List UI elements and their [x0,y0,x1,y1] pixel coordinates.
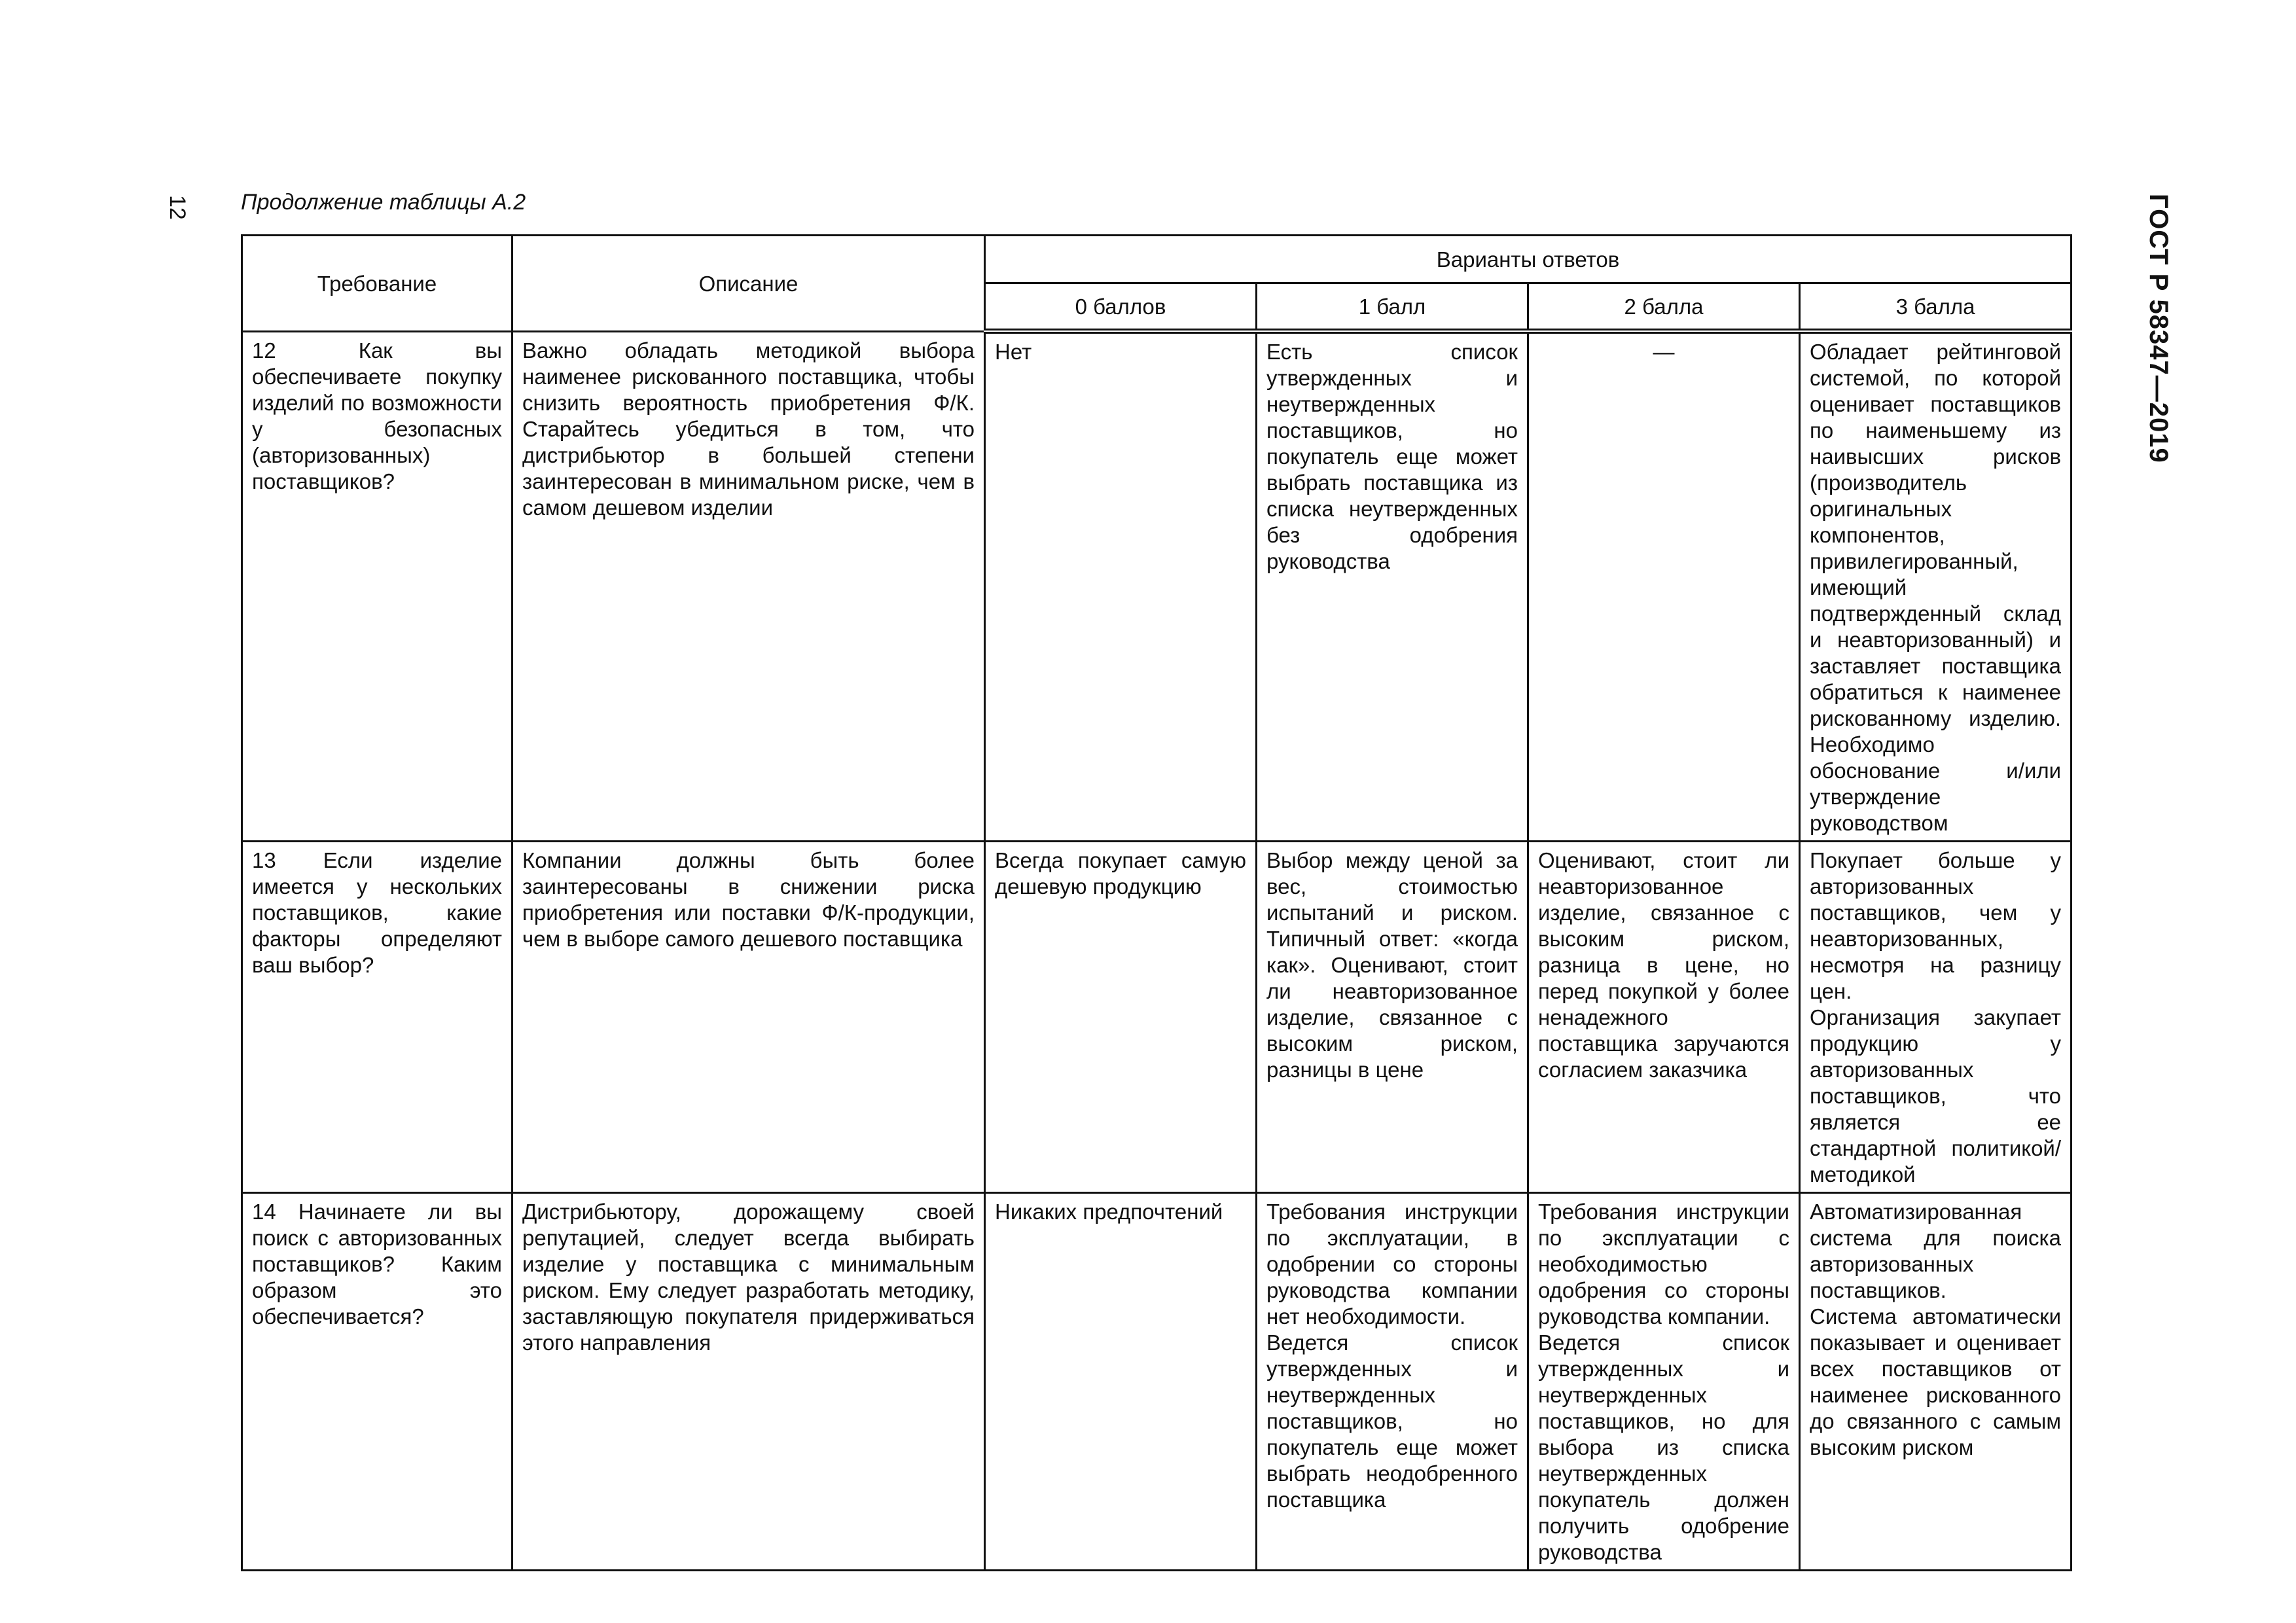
header-answer-options: Варианты ответов [985,236,2072,283]
cell-requirement: 14 Начинаете ли вы поиск с авторизованных поставщиков? Каким образом это обеспечивается? [242,1193,512,1571]
cell-paragraph: Автоматизированная система для поиска авторизованных поставщиков. [1810,1200,2062,1302]
cell-paragraph: Покупает больше у авторизованных поставщиков, чем у неавторизованных, несмотря на разницу цен. [1810,848,2062,1003]
requirements-table [241,234,2072,1571]
cell-paragraph: Ведется список утвержденных и неутвержденных поставщиков, но для выбора из списка неутвержденных покупатель должен получить одобрение руководства [1538,1330,1789,1564]
document-code: ГОСТ Р 58347—2019 [2144,194,2173,463]
cell-score-3 [1800,842,2072,1193]
cell-score-0: Никаких предпочтений [985,1193,1257,1571]
header-score-3: 3 балла [1800,283,2072,332]
cell-score-2: Оценивают, стоит ли неавторизованное изделие, связанное с высоким риском, разница в цене, но перед покупкой у более ненадежного поставщика заручаются согласием заказчика [1528,842,1800,1193]
cell-score-2: — [1528,331,1800,842]
cell-score-1: Выбор между ценой за вес, стоимостью испытаний и риском. Типичный ответ: «когда как». Оценивают, стоит ли неавторизованное изделие, связанное с высоким риском, разницы в цене [1257,842,1528,1193]
header-description: Описание [512,236,985,332]
cell-paragraph: Требования инструкции по эксплуатации, в одобрении со стороны руководства компании нет необходимости. [1266,1200,1518,1329]
cell-paragraph: Организация закупает продукцию у авторизованных поставщиков, что является ее стандартной политикой/методикой [1810,1005,2062,1186]
cell-score-2 [1528,1193,1800,1571]
cell-score-3: Обладает рейтинговой системой, по которой оценивает поставщиков по наименьшему из наивысших рисков (производитель оригинальных компонентов, привилегированный, имеющий подтвержденный склад и неавторизованный) и заставляет поставщика обратиться к наименее рискованному изделию. Необходимо обоснование и/или утверждение руководством [1800,331,2072,842]
cell-requirement: 12 Как вы обеспечиваете покупку изделий по возможности у безопасных (авторизованных) поставщиков? [242,331,512,842]
cell-requirement: 13 Если изделие имеется у нескольких поставщиков, какие факторы определяют ваш выбор? [242,842,512,1193]
cell-description: Дистрибьютору, дорожащему своей репутацией, следует всегда выбирать изделие у поставщика с минимальным риском. Ему следует разработать методику, заставляющую покупателя придерживаться этого направления [512,1193,985,1571]
table-caption: Продолжение таблицы А.2 [241,190,526,215]
table-row [242,1193,2072,1571]
cell-score-3 [1800,1193,2072,1571]
cell-score-0: Всегда покупает самую дешевую продукцию [985,842,1257,1193]
cell-paragraph: Требования инструкции по эксплуатации с необходимостью одобрения со стороны руководства компании. [1538,1200,1789,1329]
cell-paragraph: Ведется список утвержденных и неутвержденных поставщиков, но покупатель еще может выбрать неодобренного поставщика [1266,1330,1518,1512]
cell-score-0: Нет [985,331,1257,842]
table-row [242,842,2072,1193]
header-score-1: 1 балл [1257,283,1528,332]
table-row [242,331,2072,842]
header-requirement: Требование [242,236,512,332]
cell-description: Важно обладать методикой выбора наименее рискованного поставщика, чтобы снизить вероятность приобретения Ф/К. Старайтесь убедиться в том, что дистрибьютор в большей степени заинтересован в минимальном риске, чем в самом дешевом изделии [512,331,985,842]
cell-score-1 [1257,1193,1528,1571]
cell-description: Компании должны быть более заинтересованы в снижении риска приобретения или поставки Ф/К-продукции, чем в выборе самого дешевого поставщика [512,842,985,1193]
header-score-2: 2 балла [1528,283,1800,332]
header-score-0: 0 баллов [985,283,1257,332]
page-number: 12 [165,195,190,220]
cell-paragraph: Система автоматически показывает и оценивает всех поставщиков от наименее рискованного до связанного с самым высоким риском [1810,1304,2062,1459]
cell-score-1: Есть список утвержденных и неутвержденных поставщиков, но покупатель еще может выбрать поставщика из списка неутвержденных без одобрения руководства [1257,331,1528,842]
